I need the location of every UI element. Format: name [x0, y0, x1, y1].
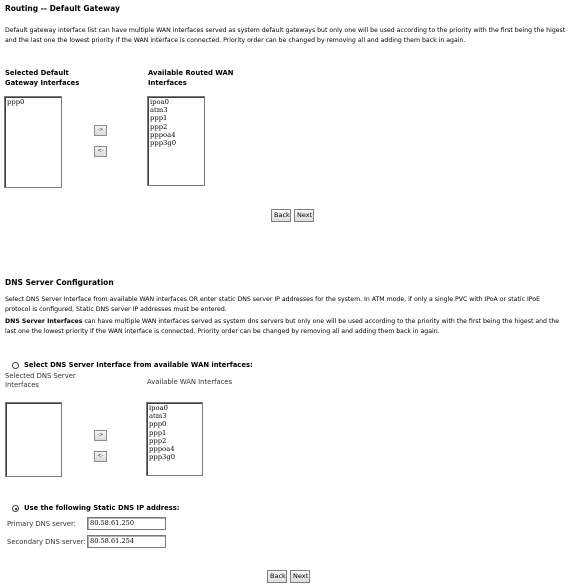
list-option[interactable]: atm3	[149, 412, 167, 421]
list-option[interactable]: ppp3g0	[149, 453, 176, 462]
list-option[interactable]: ppp1	[150, 114, 168, 123]
remove-dns-button[interactable]: <-	[94, 451, 107, 462]
add-gateway-button[interactable]: ->	[94, 125, 107, 136]
list-option[interactable]: ppp0	[7, 98, 25, 106]
dns-description-2	[5, 317, 567, 337]
dns-next-button[interactable]: Next	[290, 570, 310, 583]
primary-dns-input[interactable]: 80.58.61.250	[87, 517, 166, 530]
selected-gateway-listbox[interactable]	[4, 96, 62, 188]
list-option[interactable]: ipoa0	[149, 404, 168, 412]
static-dns-option-label: Use the following Static DNS IP address:	[24, 504, 180, 512]
static-dns-radio[interactable]	[12, 505, 19, 512]
primary-dns-label: Primary DNS server:	[7, 520, 76, 528]
selected-dns-label: Selected DNS Server Interfaces	[5, 372, 76, 389]
available-wan-label: Available WAN Interfaces	[147, 378, 233, 386]
remove-gateway-button[interactable]: <-	[94, 146, 107, 157]
list-option[interactable]: ppp3g0	[150, 139, 177, 148]
list-option[interactable]: pppoa4	[149, 445, 175, 454]
available-routed-wan-listbox[interactable]	[147, 96, 205, 186]
list-option[interactable]: ppp0	[149, 420, 167, 429]
dns-interfaces-term: DNS Server Interfaces	[5, 318, 83, 325]
add-dns-button[interactable]: ->	[94, 430, 107, 441]
list-option[interactable]: pppoa4	[150, 130, 176, 139]
list-option[interactable]: ppp2	[150, 122, 168, 131]
dns-back-button[interactable]: Back	[267, 570, 287, 583]
secondary-dns-input[interactable]: 80.58.61.254	[87, 535, 166, 548]
available-wan-listbox[interactable]	[146, 402, 203, 476]
routing-title: Routing -- Default Gateway	[5, 4, 120, 13]
selected-gateway-label: Selected Default Gateway Interfaces	[5, 69, 80, 87]
routing-next-button[interactable]: Next	[294, 209, 314, 222]
list-option[interactable]: ppp1	[149, 428, 167, 437]
dns-title: DNS Server Configuration	[5, 278, 114, 287]
list-option[interactable]: ppp2	[149, 436, 167, 445]
list-option[interactable]: atm3	[150, 106, 168, 115]
dns-interface-option-label: Select DNS Server Interface from available WAN interfaces:	[24, 361, 253, 369]
list-option[interactable]: ipoa0	[150, 98, 169, 106]
available-routed-wan-label: Available Routed WAN Interfaces	[148, 69, 234, 87]
routing-description: Default gateway interface list can have multiple WAN interfaces served as system default gateways but only one will be used according to the priority with the first being the higest and the last one the lowest priority if the WAN interface is connected. Priority order can be changed by removing all and adding them back in again.	[5, 27, 566, 44]
dns-description: Select DNS Server Interface from available WAN interfaces OR enter static DNS server IP addresses for the system. In ATM mode, if only a single PVC with IPoA or static IPoE protocol is configured, Static DNS server IP addresses must be entered.	[5, 296, 540, 313]
selected-dns-listbox[interactable]	[5, 402, 62, 477]
routing-back-button[interactable]: Back	[271, 209, 291, 222]
secondary-dns-label: Secondary DNS server:	[7, 538, 86, 546]
dns-interface-radio[interactable]	[12, 362, 19, 369]
dns-description-2-text: can have multiple WAN interfaces served as system dns servers but only one will be used according to the priority with the first being the higest and the last one the lowest priority if the WAN interface is connected. Priority order can be changed by removing all and adding them back in again.	[5, 318, 560, 335]
